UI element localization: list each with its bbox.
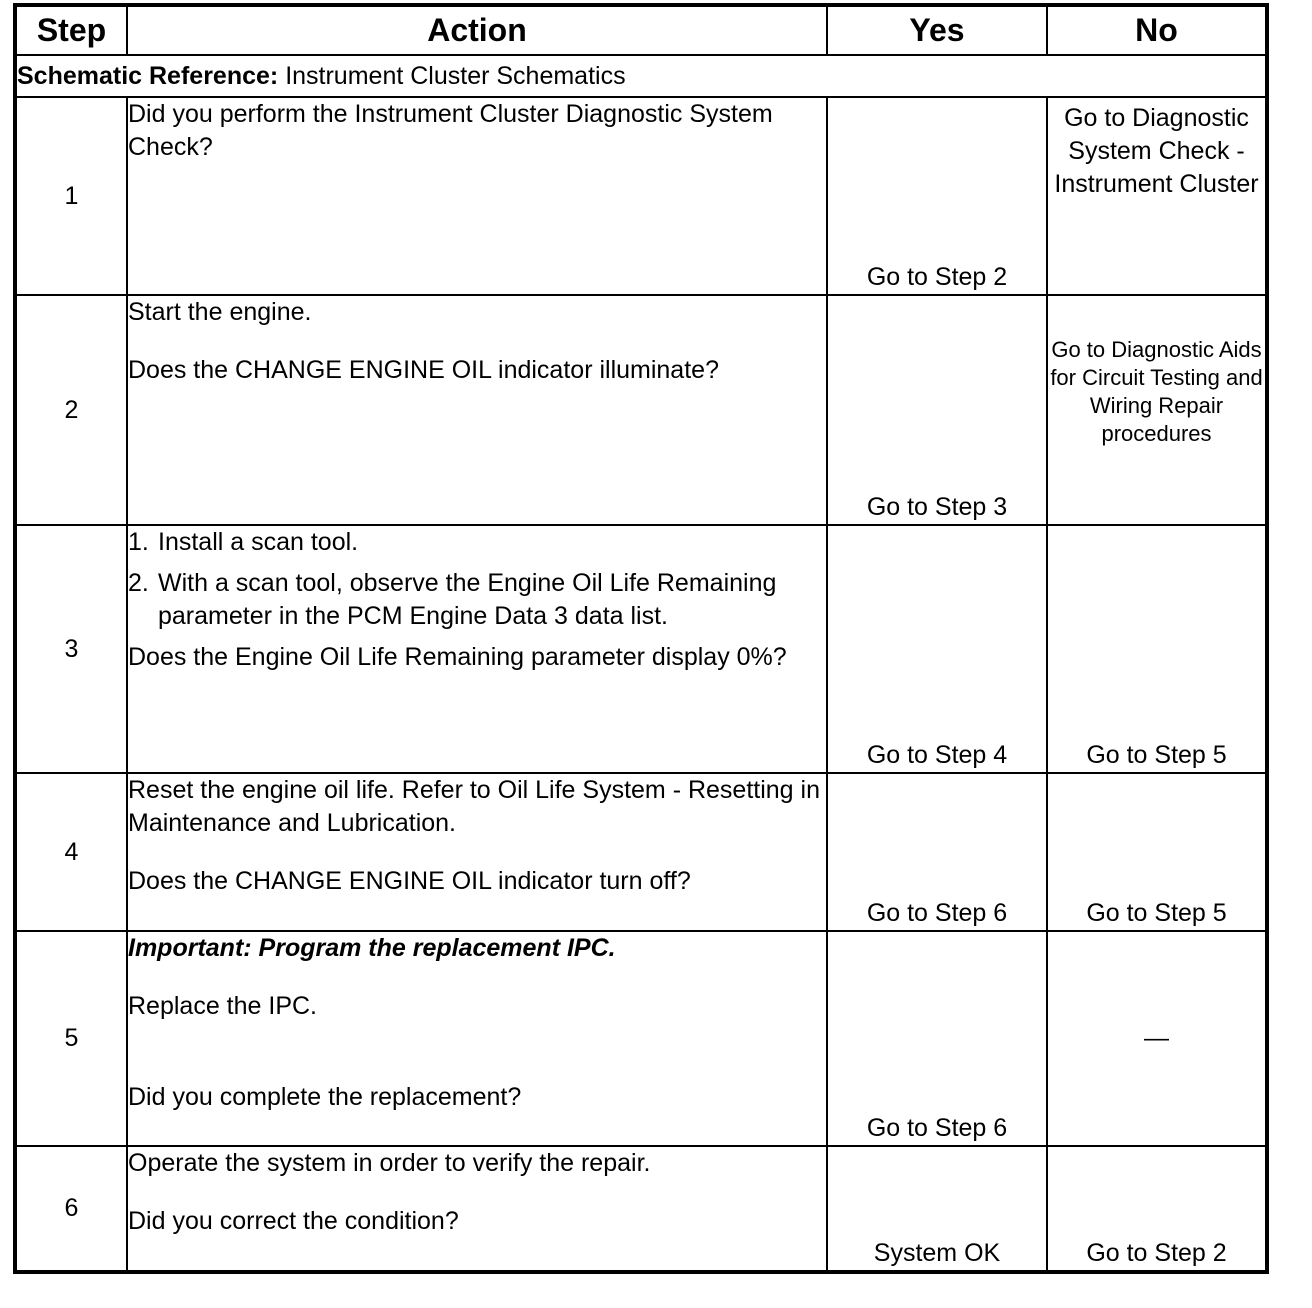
step-number: 3 [15,525,127,773]
schematic-reference-label: Schematic Reference: [17,61,279,90]
table-row [15,773,1267,931]
yes-cell: System OK [827,1146,1047,1272]
header-action: Action [127,5,827,55]
action-cell [127,1146,827,1272]
action-question: Does the CHANGE ENGINE OIL indicator turn off? [128,867,691,895]
action-text: Did you perform the Instrument Cluster Diagnostic System Check? [128,100,773,161]
yes-cell: Go to Step 4 [827,525,1047,773]
step-number: 2 [15,295,127,525]
header-step: Step [15,5,127,55]
action-text: Reset the engine oil life. Refer to Oil Life System - Resetting in Maintenance and Lubrication. [128,776,820,837]
list-item-text: Install a scan tool. [158,528,359,556]
no-cell: — [1047,931,1267,1146]
table-row [15,1146,1267,1272]
action-question: Did you complete the replacement? [128,1083,522,1111]
action-cell [127,295,827,525]
action-question: Does the CHANGE ENGINE OIL indicator illuminate? [128,356,719,384]
no-cell: Go to Step 2 [1047,1146,1267,1272]
no-cell: Go to Diagnostic System Check - Instrument Cluster [1047,97,1267,295]
action-cell [127,97,827,295]
table-row [15,295,1267,525]
yes-cell: Go to Step 6 [827,931,1047,1146]
list-item-text: With a scan tool, observe the Engine Oil Life Remaining parameter in the PCM Engine Data 3 data list. [158,569,777,630]
important-note: Important: Program the replacement IPC. [128,934,616,962]
yes-cell: Go to Step 6 [827,773,1047,931]
schematic-reference-row [15,55,1267,97]
action-text: Start the engine. [128,298,312,326]
action-cell [127,773,827,931]
header-row [15,5,1267,55]
schematic-reference-value: Instrument Cluster Schematics [285,61,626,90]
action-cell [127,931,827,1146]
table-row [15,97,1267,295]
action-cell [127,525,827,773]
step-number: 1 [15,97,127,295]
list-item: 2. With a scan tool, observe the Engine Oil Life Remaining parameter in the PCM Engine Data 3 data list. [128,567,826,633]
action-question: Did you correct the condition? [128,1207,459,1235]
no-cell: Go to Diagnostic Aids for Circuit Testing and Wiring Repair procedures [1047,295,1267,525]
schematic-reference [15,55,1267,97]
list-item: 1. Install a scan tool. [128,526,826,559]
header-no: No [1047,5,1267,55]
no-cell: Go to Step 5 [1047,525,1267,773]
table-row [15,525,1267,773]
action-text: Operate the system in order to verify the repair. [128,1149,651,1177]
step-number: 5 [15,931,127,1146]
action-text: Replace the IPC. [128,992,317,1020]
table-row [15,931,1267,1146]
step-number: 4 [15,773,127,931]
action-question: Does the Engine Oil Life Remaining parameter display 0%? [128,643,787,671]
no-cell: Go to Step 5 [1047,773,1267,931]
step-number: 6 [15,1146,127,1272]
diagnostic-table [13,3,1269,1274]
header-yes: Yes [827,5,1047,55]
yes-cell: Go to Step 2 [827,97,1047,295]
yes-cell: Go to Step 3 [827,295,1047,525]
